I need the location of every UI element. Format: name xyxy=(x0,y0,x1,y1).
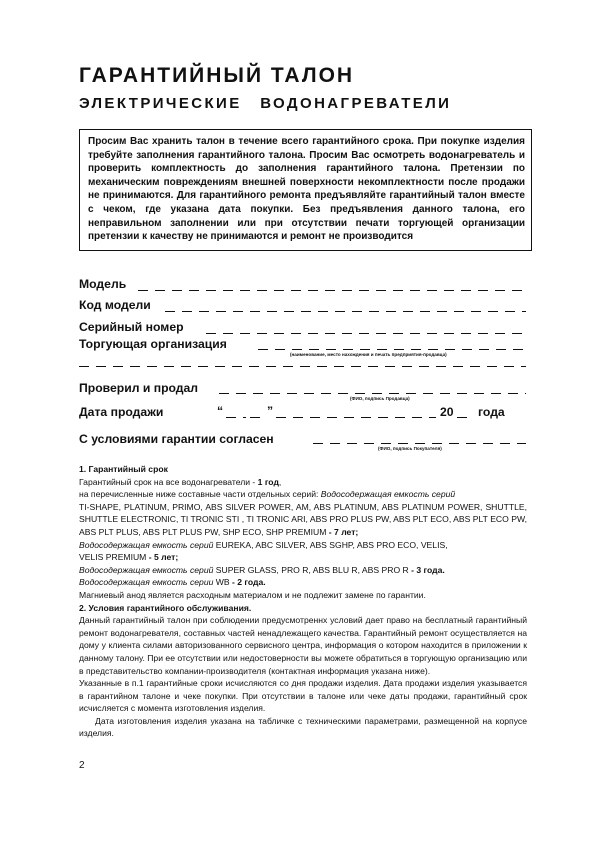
s1-p2: на перечисленные ниже составные части отдельных серий: Водосодержащая емкость серий xyxy=(79,489,456,500)
section-2-title: 2. Условия гарантийного обслуживания. xyxy=(79,602,252,613)
s1-p5: VELIS PREMIUM - 5 лет; xyxy=(79,552,179,563)
page-number: 2 xyxy=(79,760,85,771)
trade-org-caption: (наименование, место нахождения и печать предприятия-продавца) xyxy=(290,352,447,357)
month-line[interactable] xyxy=(276,417,436,418)
page-title: ГАРАНТИЙНЫЙ ТАЛОН xyxy=(79,64,355,87)
day-line[interactable] xyxy=(226,417,246,418)
day-line-2[interactable] xyxy=(250,417,267,418)
model-line[interactable] xyxy=(138,290,526,291)
model-code-line[interactable] xyxy=(165,311,526,312)
section-1 xyxy=(79,463,527,740)
notice-box: Просим Вас хранить талон в течение всего гарантийного срока. При покупке изделия требуйте заполнения гарантийного талона. Просим Вас осмотреть водонагреватель и проверить комплектность до заполнения гарантийного талона. Претензии по механическим повреждениям внешней поверхности некомплектности после продажи не принимаются. Для гарантийного ремонта предъявляйте гарантийный талон вместе с чеком, где указана дата покупки. Без предъявления данного талона, его неправильном заполнении или при отсутствии печати торгующей организации претензии к качеству не принимаются и ремонт не производится xyxy=(79,129,532,251)
page-subtitle: ЭЛЕКТРИЧЕСКИЕ ВОДОНАГРЕВАТЕЛИ xyxy=(79,95,452,112)
s1-p3: TI-SHAPE, PLATINUM, PRIMO, ABS SILVER POWER, AM, ABS PLATINUM, ABS PLATINUM POWER, SHUTTLE, SHUTTLE ELECTRONIC, TI TRONIC STI , TI TRONIC ARI, ABS PRO PLUS PW, ABS PLT ECO, ABS PLT ECO PW, ABS PLT PLUS, ABS PLT PLUS PW, SHP ECO, SHP PREMIUM - 7 лет; xyxy=(79,501,527,537)
year-line[interactable] xyxy=(457,417,474,418)
s1-p1: Гарантийный срок на все водонагреватели - 1 год, xyxy=(79,476,282,487)
trade-org-label: Торгующая организация xyxy=(79,337,227,351)
s1-p6: Водосодержащая емкость серий SUPER GLASS, PRO R, ABS BLU R, ABS PRO R - 3 года. xyxy=(79,564,445,575)
s1-p7: Водосодержащая емкость серии WB - 2 года. xyxy=(79,577,266,588)
checked-caption: (ФИО, подпись Продавца) xyxy=(350,396,410,401)
s1-p4: Водосодержащая емкость серий EUREKA, ABC SILVER, ABS SGHP, ABS PRO ECO, VELIS, xyxy=(79,539,448,550)
s2-p1: Данный гарантийный талон при соблюдении предусмотреннх условий дает право на бесплатный гарантийный ремонт водонагревателя, составных частей ненадлежащего качества. Гарантийный ремонт осуществляется на дому у клиента силами авторизованного сервисного центра, информация о котором находится в приложении к данному талону. При ее отсутствии или недостоверности вы можете обратиться в торгующую организацию или в представительство компании-производителя (контактная информация указана ниже). xyxy=(79,615,527,676)
s1-p8: Магниевый анод является расходным материалом и не подлежит замене по гарантии. xyxy=(79,589,426,600)
date-close-quote: ” xyxy=(267,404,274,418)
section-1-title: 1. Гарантийный срок xyxy=(79,464,168,474)
date-open-quote: “ xyxy=(217,404,224,418)
serial-label: Серийный номер xyxy=(79,320,184,334)
model-label: Модель xyxy=(79,277,127,291)
model-code-label: Код модели xyxy=(79,298,151,312)
agree-caption: (ФИО, подпись Покупателя) xyxy=(378,446,442,451)
trade-org-line-2[interactable] xyxy=(79,366,526,367)
serial-line[interactable] xyxy=(206,333,526,334)
year-prefix: 20 xyxy=(440,405,454,419)
s2-p3: Дата изготовления изделия указана на табличке с техническими параметрами, размещенной на корпусе изделия. xyxy=(79,715,527,739)
agree-line[interactable] xyxy=(313,443,526,444)
agree-label: С условиями гарантии согласен xyxy=(79,432,274,446)
trade-org-line[interactable] xyxy=(258,349,526,350)
s2-p2: Указанные в п.1 гарантийные сроки исчисляются со дня продажи изделия. Дата продажи изделия указывается в гарантийном талоне и чеке покупки. При отсутствии в талоне или чеке даты продажи, гарантийный срок исчисляется с момента изготовления изделия. xyxy=(79,678,527,714)
year-suffix: года xyxy=(478,405,505,419)
sale-date-label: Дата продажи xyxy=(79,405,164,419)
checked-sold-label: Проверил и продал xyxy=(79,381,199,395)
checked-sold-line[interactable] xyxy=(219,393,526,394)
